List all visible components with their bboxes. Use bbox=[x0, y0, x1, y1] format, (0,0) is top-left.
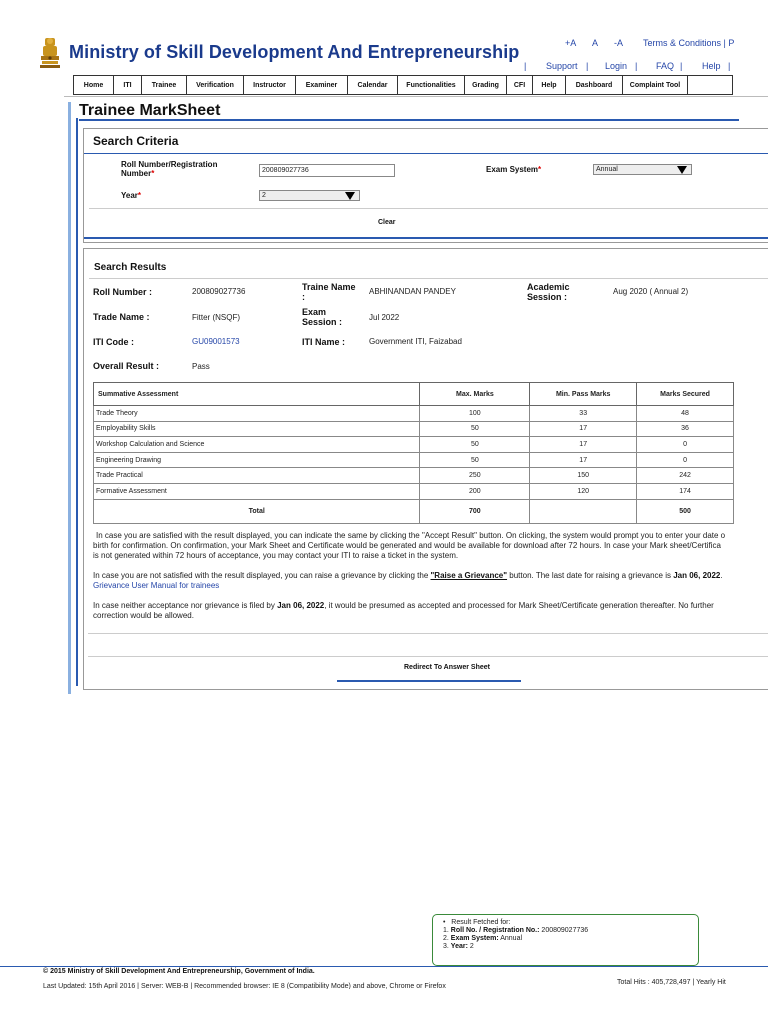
chevron-down-icon bbox=[677, 166, 687, 174]
national-emblem-icon bbox=[36, 36, 64, 70]
left-accent-bar bbox=[68, 102, 71, 694]
table-cell: 17 bbox=[530, 437, 637, 453]
table-row bbox=[94, 468, 734, 484]
divider bbox=[88, 633, 768, 634]
grievance-manual-link[interactable]: Grievance User Manual for trainees bbox=[93, 581, 220, 590]
divider: | bbox=[524, 61, 527, 71]
hit-counter: Total Hits : 405,728,497 | Yearly Hit bbox=[617, 979, 726, 986]
table-row bbox=[94, 483, 734, 499]
support-link[interactable]: Support bbox=[546, 61, 578, 71]
table-row bbox=[94, 406, 734, 422]
column-header: Min. Pass Marks bbox=[530, 383, 637, 406]
exam-system-label: Exam System* bbox=[486, 165, 542, 174]
iti-code-link[interactable]: GU09001573 bbox=[192, 337, 240, 346]
year-label: Year* bbox=[121, 191, 142, 200]
panel-title: Search Criteria bbox=[93, 134, 179, 148]
accept-result-info: birth for confirmation. On confirmation, your Mark Sheet and Certificate would be generated and would be available for download after 72 hours. In case your Mark sheet/Certifica bbox=[93, 541, 721, 550]
overall-result-value: Pass bbox=[192, 362, 210, 371]
table-cell: Trade Practical bbox=[94, 468, 420, 484]
table-cell: Workshop Calculation and Science bbox=[94, 437, 420, 453]
nav-grading[interactable]: Grading bbox=[465, 76, 507, 94]
search-criteria-panel bbox=[83, 128, 768, 243]
table-row bbox=[94, 452, 734, 468]
page-title: Trainee MarkSheet bbox=[79, 102, 221, 119]
copyright-text: © 2015 Ministry of Skill Development And Entrepreneurship, Government of India. bbox=[43, 968, 315, 975]
column-header: Summative Assessment bbox=[94, 383, 420, 406]
divider bbox=[79, 119, 739, 121]
trainee-name-label: Traine Name : bbox=[302, 282, 356, 302]
divider bbox=[89, 208, 768, 209]
divider: | bbox=[586, 61, 589, 71]
table-cell: 36 bbox=[637, 421, 734, 437]
trade-name-label: Trade Name : bbox=[93, 312, 150, 322]
table-cell: 17 bbox=[530, 421, 637, 437]
column-header: Marks Secured bbox=[637, 383, 734, 406]
marks-table bbox=[93, 382, 734, 524]
nav-dashboard[interactable]: Dashboard bbox=[566, 76, 623, 94]
nav-verification[interactable]: Verification bbox=[187, 76, 244, 94]
total-label: Total bbox=[94, 499, 420, 523]
table-cell: 48 bbox=[637, 406, 734, 422]
main-nav bbox=[73, 75, 733, 95]
faq-link[interactable]: FAQ bbox=[656, 61, 675, 71]
site-header bbox=[0, 0, 768, 78]
roll-number-input[interactable]: 200809027736 bbox=[259, 164, 395, 177]
table-cell: 0 bbox=[637, 437, 734, 453]
table-row bbox=[94, 421, 734, 437]
table-cell: 100 bbox=[420, 406, 530, 422]
deemed-acceptance-info: In case neither acceptance nor grievance is filed by Jan 06, 2022, it would be presumed as accepted and processed for Mark Sheet/Certificate generation thereafter. No further bbox=[93, 601, 714, 610]
deemed-acceptance-info: correction would be allowed. bbox=[93, 611, 194, 620]
table-cell: 50 bbox=[420, 452, 530, 468]
total-row bbox=[94, 499, 734, 523]
divider: | bbox=[680, 61, 683, 71]
table-cell: Engineering Drawing bbox=[94, 452, 420, 468]
table-cell: Trade Theory bbox=[94, 406, 420, 422]
divider bbox=[89, 278, 768, 279]
nav-help[interactable]: Help bbox=[533, 76, 566, 94]
accept-result-info: In case you are satisfied with the result displayed, you can indicate the same by clicking the "Accept Result" button. On clicking, the system would prompt you to enter your date o bbox=[96, 531, 726, 540]
year-select[interactable]: 2 bbox=[259, 190, 360, 201]
result-fetched-box: • Result Fetched for: 1. Roll No. / Registration No.: 200809027736 2. Exam System: Annual 3. Year: 2 bbox=[432, 914, 699, 966]
divider: | bbox=[635, 61, 638, 71]
login-link[interactable]: Login bbox=[605, 61, 628, 71]
nav-cfi[interactable]: CFI bbox=[507, 76, 533, 94]
redirect-answer-sheet-button[interactable]: Redirect To Answer Sheet bbox=[404, 664, 490, 671]
divider bbox=[0, 966, 768, 967]
exam-system-select[interactable]: Annual bbox=[593, 164, 692, 175]
nav-functionalities[interactable]: Functionalities bbox=[398, 76, 465, 94]
last-updated-text: Last Updated: 15th April 2016 | Server: WEB-B | Recommended browser: IE 8 (Compatibility Mode) and above, Chrome or Firefox bbox=[43, 983, 446, 989]
table-cell: 200 bbox=[420, 483, 530, 499]
raise-grievance-link[interactable]: "Raise a Grievance" bbox=[430, 571, 508, 580]
column-header: Max. Marks bbox=[420, 383, 530, 406]
divider bbox=[64, 96, 768, 97]
divider bbox=[88, 656, 768, 657]
roll-number-value: 200809027736 bbox=[192, 287, 246, 296]
divider bbox=[337, 680, 521, 682]
table-cell: 0 bbox=[637, 452, 734, 468]
nav-home[interactable]: Home bbox=[74, 76, 114, 94]
trainee-name-value: ABHINANDAN PANDEY bbox=[369, 287, 456, 296]
roll-number-label: Roll Number/Registration Number* bbox=[121, 160, 218, 178]
nav-calendar[interactable]: Calendar bbox=[348, 76, 398, 94]
academic-session-value: Aug 2020 ( Annual 2) bbox=[613, 287, 689, 296]
table-cell: 250 bbox=[420, 468, 530, 484]
iti-code-label: ITI Code : bbox=[93, 337, 134, 347]
terms-link[interactable]: Terms & Conditions | P bbox=[643, 38, 735, 48]
nav-instructor[interactable]: Instructor bbox=[244, 76, 296, 94]
clear-button[interactable]: Clear bbox=[378, 219, 396, 226]
nav-complaint-tool[interactable]: Complaint Tool bbox=[623, 76, 688, 94]
table-cell: 17 bbox=[530, 452, 637, 468]
help-link[interactable]: Help bbox=[702, 61, 721, 71]
table-cell: Employability Skills bbox=[94, 421, 420, 437]
table-cell: 50 bbox=[420, 437, 530, 453]
left-accent-bar bbox=[76, 118, 78, 686]
table-cell: 150 bbox=[530, 468, 637, 484]
divider bbox=[84, 153, 768, 154]
total-min-marks bbox=[530, 499, 637, 523]
divider: | bbox=[728, 61, 731, 71]
academic-session-label: Academic Session : bbox=[527, 282, 570, 302]
total-max-marks: 700 bbox=[420, 499, 530, 523]
nav-examiner[interactable]: Examiner bbox=[296, 76, 348, 94]
font-increase-link[interactable]: +A bbox=[565, 38, 577, 48]
font-normal-link[interactable]: A bbox=[592, 38, 599, 48]
accept-result-info: is not generated within 72 hours of acceptance, you may contact your ITI to raise a ticket in the system. bbox=[93, 551, 459, 560]
site-title: Ministry of Skill Development And Entrepreneurship bbox=[69, 42, 520, 62]
trade-name-value: Fitter (NSQF) bbox=[192, 313, 240, 322]
font-decrease-link[interactable]: -A bbox=[614, 38, 623, 48]
total-marks-secured: 500 bbox=[637, 499, 734, 523]
table-cell: 174 bbox=[637, 483, 734, 499]
table-cell: 120 bbox=[530, 483, 637, 499]
table-row bbox=[94, 437, 734, 453]
exam-session-label: Exam Session : bbox=[302, 307, 343, 327]
chevron-down-icon bbox=[345, 192, 355, 200]
bullet-icon: • bbox=[443, 919, 446, 926]
nav-trainee[interactable]: Trainee bbox=[142, 76, 187, 94]
iti-name-value: Government ITI, Faizabad bbox=[369, 337, 462, 346]
grievance-info: In case you are not satisfied with the result displayed, you can raise a grievance by clicking the "Raise a Grievance" button. The last date for raising a grievance is Jan 06, 2022. bbox=[93, 571, 723, 580]
exam-session-value: Jul 2022 bbox=[369, 313, 400, 322]
overall-result-label: Overall Result : bbox=[93, 361, 160, 371]
divider bbox=[84, 237, 768, 239]
roll-number-result-label: Roll Number : bbox=[93, 287, 153, 297]
table-cell: 33 bbox=[530, 406, 637, 422]
nav-iti[interactable]: ITI bbox=[114, 76, 142, 94]
iti-name-label: ITI Name : bbox=[302, 337, 346, 347]
table-cell: Formative Assessment bbox=[94, 483, 420, 499]
panel-title: Search Results bbox=[94, 262, 167, 273]
table-cell: 50 bbox=[420, 421, 530, 437]
table-cell: 242 bbox=[637, 468, 734, 484]
